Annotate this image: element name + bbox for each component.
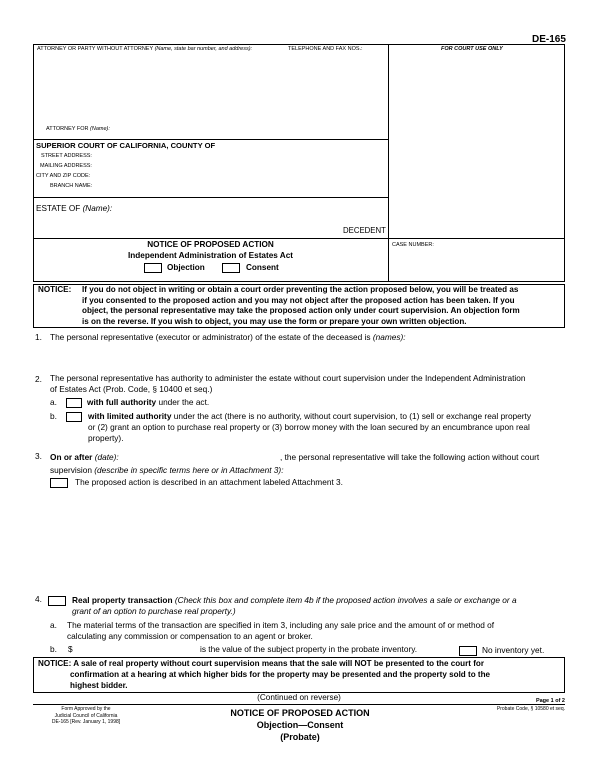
item2b-text: with limited authority under the act (there is no authority, without court supervision, to (1) sell or exchange real property or (2) grant an option to purchase real property or (3) borrow money with the loan secured by an encumbrance upon real property). [88,411,532,443]
city-label: CITY AND ZIP CODE: [36,173,91,179]
attachment3-label: The proposed action is described in an attachment labeled Attachment 3. [75,477,343,487]
page-number: Page 1 of 2 [535,698,565,704]
item2-text: The personal representative has authority to administer the estate without court supervision under the Independent Administration of Estates Act (Prob. Code, § 10400 et seq.) [50,373,526,394]
form-approved: Form Approved by the Judicial Council of California DE-165 [Rev. January 1, 1998] [51,706,121,725]
consent-checkbox[interactable] [222,263,240,273]
item3-on-or-after: On or after (date): [50,452,119,462]
street-label: STREET ADDRESS: [41,153,92,159]
consent-label: Consent [246,263,279,272]
real-property-checkbox[interactable] [48,596,66,606]
continued-label: (Continued on reverse) [257,693,341,702]
phone-label: TELEPHONE AND FAX NOS.: [288,46,363,52]
item3-text-2: supervision (describe in specific terms here or in Attachment 3): [50,465,284,475]
full-authority-checkbox[interactable] [66,398,82,408]
form-id: DE-165 [532,34,566,45]
mailing-label: MAILING ADDRESS: [40,163,92,169]
item4-number: 4. [35,594,42,604]
item4a-label: a. [50,620,57,630]
notice-box-2 [33,657,565,693]
caption-divider [388,44,389,282]
item4a-text: The material terms of the transaction are specified in item 3, including any sale price and the amount of or method of calculating any commission or compensation to an agent or broker. [67,620,495,641]
probate-code: Probate Code, § 10580 et seq. [496,706,565,712]
item1-text: The personal representative (executor or administrator) of the estate of the deceased is (names): [50,332,406,342]
no-inventory-label: No inventory yet. [482,645,545,655]
item2b-label: b. [50,411,57,421]
attorney-label: ATTORNEY OR PARTY WITHOUT ATTORNEY (Name, state bar number, and address): [37,46,253,52]
objection-label: Objection [167,263,205,272]
branch-label: BRANCH NAME: [50,183,93,189]
notice-title: NOTICE OF PROPOSED ACTION [147,240,274,249]
item1-number: 1. [35,332,42,342]
notice2-line3: highest bidder. [70,681,128,690]
decedent-label: DECEDENT [343,226,386,235]
footer-rule [33,704,565,705]
item3-text: , the personal representative will take the following action without court [280,452,540,462]
item2a-label: a. [50,397,57,407]
notice2-line1: NOTICE: A sale of real property without court supervision means that the sale will NOT be presented to the court for [38,659,484,668]
item2a-text: with full authority under the act. [87,397,210,407]
notice-subtitle: Independent Administration of Estates Act [128,251,293,260]
dollar-sign: $ [68,644,73,654]
item3-number: 3. [35,451,42,461]
item4b-text: is the value of the subject property in the probate inventory. [200,644,418,654]
item4-text: Real property transaction (Check this box and complete item 4b if the proposed action involves a sale or exchange or a grant of an option to purchase real property.) [72,595,517,616]
notice-label: NOTICE: [38,285,72,294]
attachment3-checkbox[interactable] [50,478,68,488]
court-title: SUPERIOR COURT OF CALIFORNIA, COUNTY OF [36,141,216,150]
item4b-label: b. [50,644,57,654]
attorney-for-label: ATTORNEY FOR (Name): [46,126,110,132]
item2-number: 2. [35,374,42,384]
notice-box [33,284,565,328]
objection-checkbox[interactable] [144,263,162,273]
estate-label: ESTATE OF (Name): [36,204,113,213]
notice-text: If you do not object in writing or obtain a court order preventing the action proposed below, you will be treated as if you consented to the proposed action and you may not object after the proposed action has been taken. If you object, the personal representative may take the proposed action only under court supervision. An objection form is on the reverse. If you wish to object, you may use the form or prepare your own written objection. [82,285,520,326]
inventory-value-input[interactable] [76,654,196,655]
footer-title: NOTICE OF PROPOSED ACTION Objection—Consent (Probate) [230,708,370,742]
limited-authority-checkbox[interactable] [66,412,82,422]
no-inventory-checkbox[interactable] [459,646,477,656]
court-use-label: FOR COURT USE ONLY [441,46,503,52]
notice2-line2: confirmation at a hearing at which higher bids for the property may be presented and the property sold to the [70,670,491,679]
case-number-label: CASE NUMBER: [392,242,434,248]
